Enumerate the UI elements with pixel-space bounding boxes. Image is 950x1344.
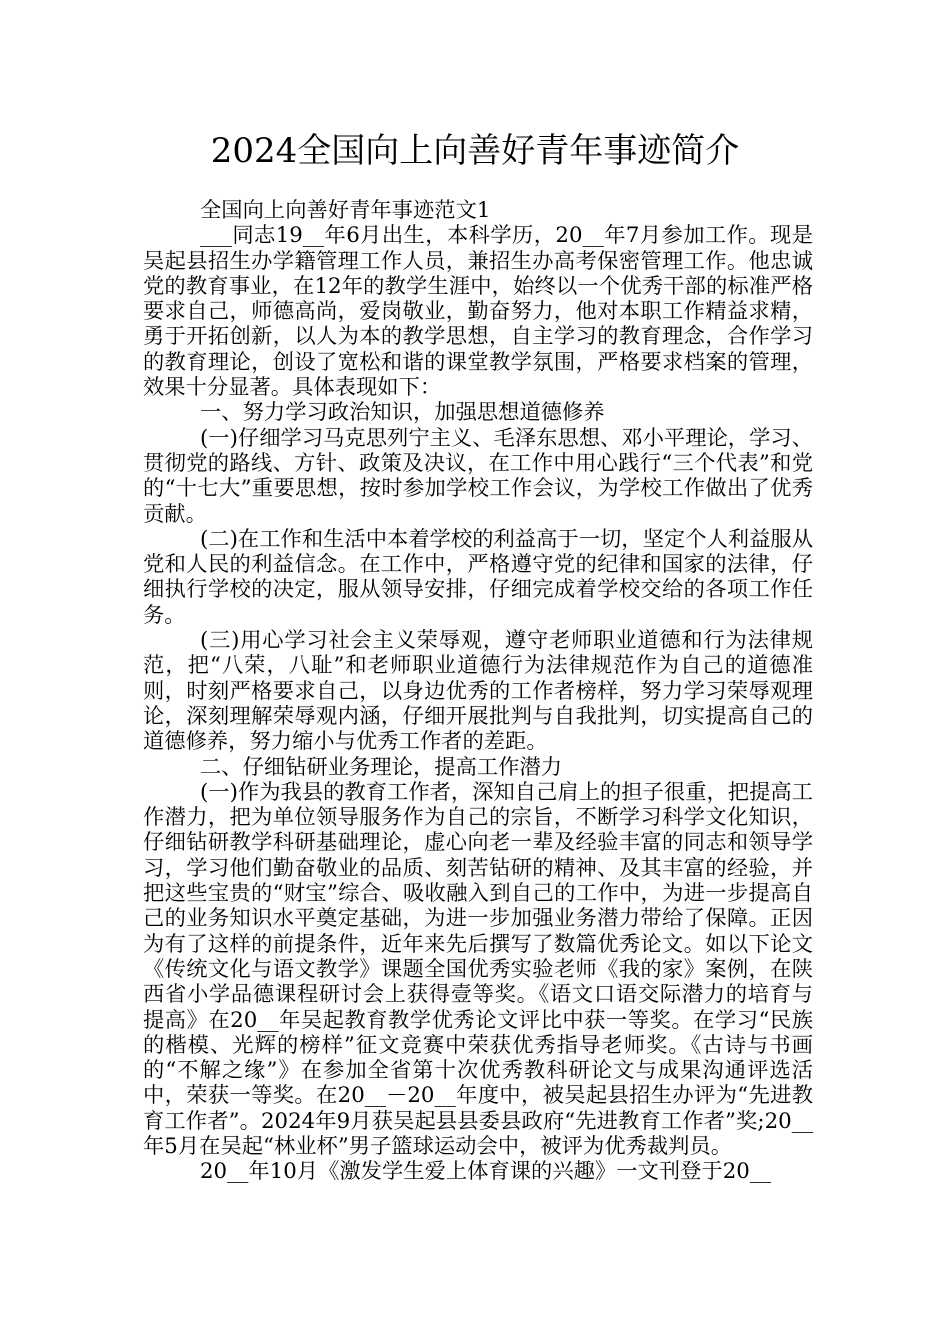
document-body (143, 198, 813, 1185)
paragraph-1-3: (三)用心学习社会主义荣辱观，遵守老师职业道德和行为法律规范，把“八荣，八耻”和老师职业道德行为法律规范作为自己的道德准则，时刻严格要求自己，以身边优秀的工作者榜样，努力学习荣辱观理论，深刻理解荣辱观内涵，仔细开展批判与自我批判，切实提高自己的道德修养，努力缩小与优秀工作者的差距。 (143, 628, 813, 755)
document-title: 2024全国向上向善好青年事迹简介 (210, 131, 740, 171)
intro-paragraph: ___同志19__年6月出生，本科学历，20__年7月参加工作。现是吴起县招生办学籍管理工作人员，兼招生办高考保密管理工作。他忠诚党的教育事业，在12年的教学生涯中，始终以一个优秀干部的标准严格要求自己，师德高尚，爱岗敬业，勤奋努力，他对本职工作精益求精，勇于开拓创新，以人为本的教学思想，自主学习的教育理念，合作学习的教育理论，创设了宽松和谐的课堂教学氛围，严格要求档案的管理，效果十分显著。具体表现如下： (143, 223, 813, 401)
paragraph-2-1: (一)作为我县的教育工作者，深知自己肩上的担子很重，把提高工作潜力，把为单位领导服务作为自己的宗旨，不断学习科学文化知识，仔细钻研教学科研基础理论，虚心向老一辈及经验丰富的同志和领导学习，学习他们勤奋敬业的品质、刻苦钻研的精神、及其丰富的经验，并把这些宝贵的“财宝”综合、吸收融入到自己的工作中，为进一步提高自己的业务知识水平奠定基础，为进一步加强业务潜力带给了保障。正因为有了这样的前提条件，近年来先后撰写了数篇优秀论文。如以下论文《传统文化与语文教学》课题全国优秀实验老师《我的家》案例，在陕西省小学品德课程研讨会上获得壹等奖。《语文口语交际潜力的培育与提高》在20__年吴起教育教学优秀论文评比中获一等奖。在学习“民族的楷模、光辉的榜样”征文竞赛中荣获优秀指导老师奖。《古诗与书画的“不解之缘”》在参加全省第十次优秀教科研论文与成果沟通评选活中，荣获一等奖。在20__－20__年度中，被吴起县招生办评为“先进教育工作者”。2024年9月获吴起县县委县政府“先进教育工作者”奖;20__年5月在吴起“林业杯”男子篮球运动会中，被评为优秀裁判员。 (143, 779, 813, 1159)
section-heading-sample-1: 全国向上向善好青年事迹范文1 (200, 198, 491, 223)
section-heading-1: 一、努力学习政治知识，加强思想道德修养 (200, 400, 605, 426)
paragraph-1-2: (二)在工作和生活中本着学校的利益高于一切，坚定个人利益服从党和人民的利益信念。在工作中，严格遵守党的纪律和国家的法律，仔细执行学校的决定，服从领导安排，仔细完成着学校交给的各项工作任务。 (143, 526, 813, 628)
section-heading-2: 二、仔细钻研业务理论，提高工作潜力 (200, 754, 563, 780)
paragraph-2-2: 20__年10月《激发学生爱上体育课的兴趣》一文刊登于20__ (200, 1159, 772, 1185)
paragraph-1-1: (一)仔细学习马克思列宁主义、毛泽东思想、邓小平理论，学习、贯彻党的路线、方针、政策及决议，在工作中用心践行“三个代表”和党的“十七大”重要思想，按时参加学校工作会议，为学校工作做出了优秀贡献。 (143, 425, 813, 527)
